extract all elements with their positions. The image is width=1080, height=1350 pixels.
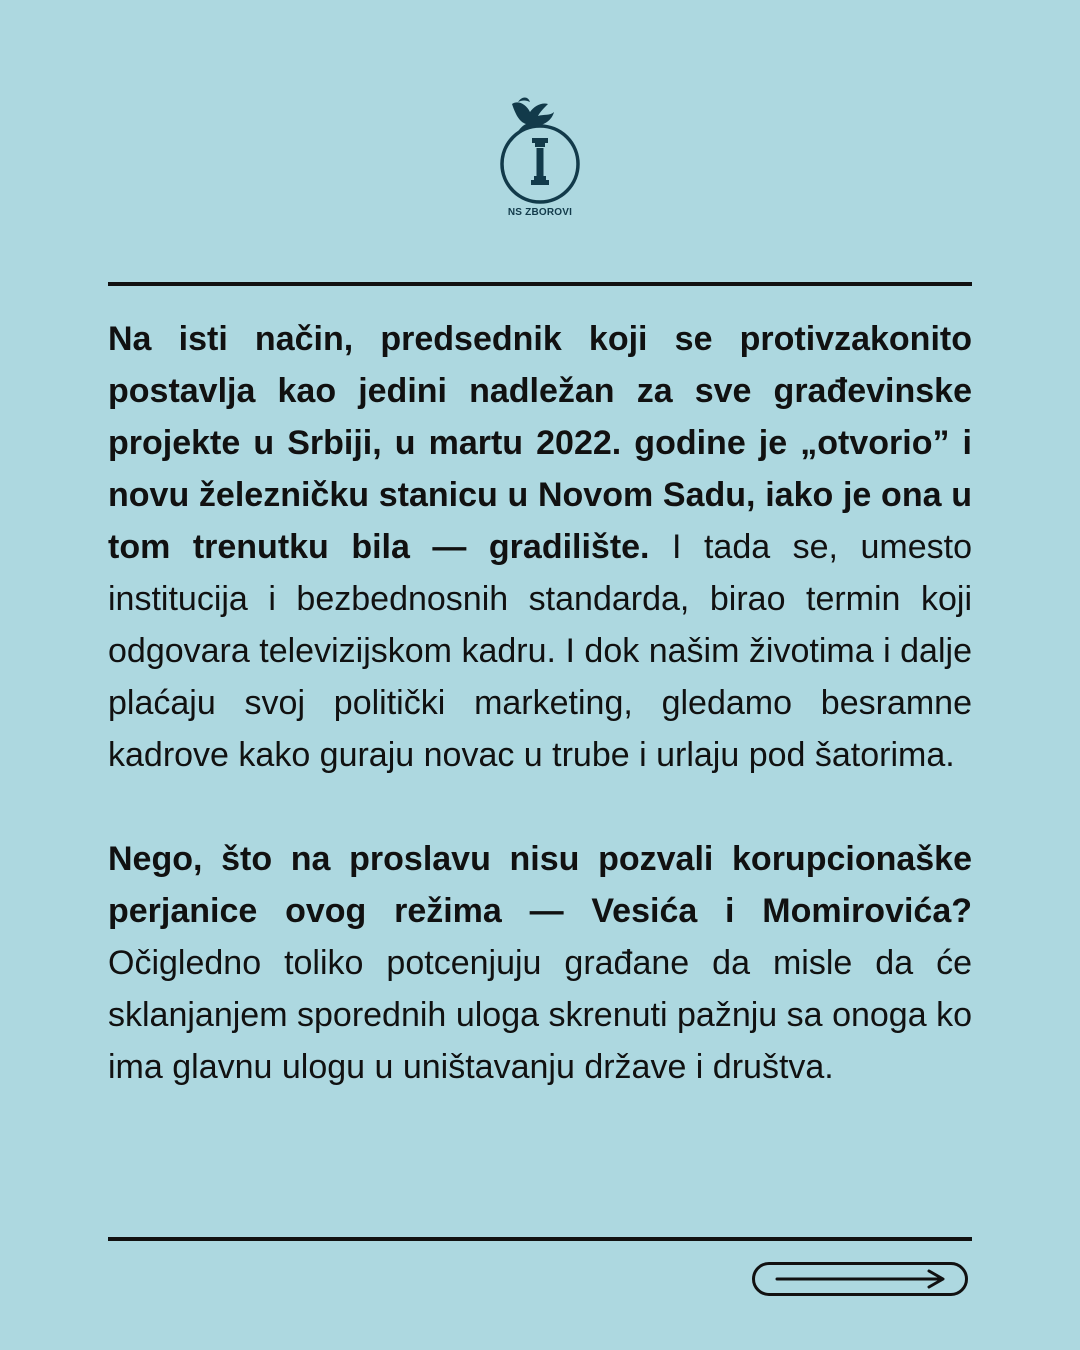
article-body xyxy=(108,313,972,1145)
bottom-divider xyxy=(108,1237,972,1241)
paragraph-2-bold: Nego, što na proslavu nisu pozvali korupcionaške perjanice ovog režima — Vesića i Momirovića? xyxy=(108,840,972,930)
paragraph-2-regular: Očigledno toliko potcenjuju građane da misle da će sklanjanjem sporednih uloga skrenuti pažnju sa onoga ko ima glavnu ulogu u uništavanju države i društva. xyxy=(108,944,972,1086)
dove-column-icon xyxy=(490,92,590,207)
paragraph-2 xyxy=(108,833,972,1093)
arrow-right-icon xyxy=(775,1269,947,1289)
paragraph-1 xyxy=(108,313,972,781)
next-slide-button[interactable] xyxy=(752,1262,968,1296)
top-divider xyxy=(108,282,972,286)
logo-name: NS ZBOROVI xyxy=(507,207,573,218)
paragraph-1-bold: Na isti način, predsednik koji se protivzakonito postavlja kao jedini nadležan za sve građevinske projekte u Srbiji, u martu 2022. godine je „otvorio” i novu železničku stanicu u Novom Sadu, iako je ona u tom trenutku bila — gradilište. xyxy=(108,320,972,566)
paragraph-1-regular: I tada se, umesto institucija i bezbednosnih standarda, birao termin koji odgovara televizijskom kadru. I dok našim životima i dalje plaćaju svoj politički marketing, gledamo besramne kadrove kako guraju novac u trube i urlaju pod šatorima. xyxy=(108,528,972,774)
logo xyxy=(490,92,590,222)
